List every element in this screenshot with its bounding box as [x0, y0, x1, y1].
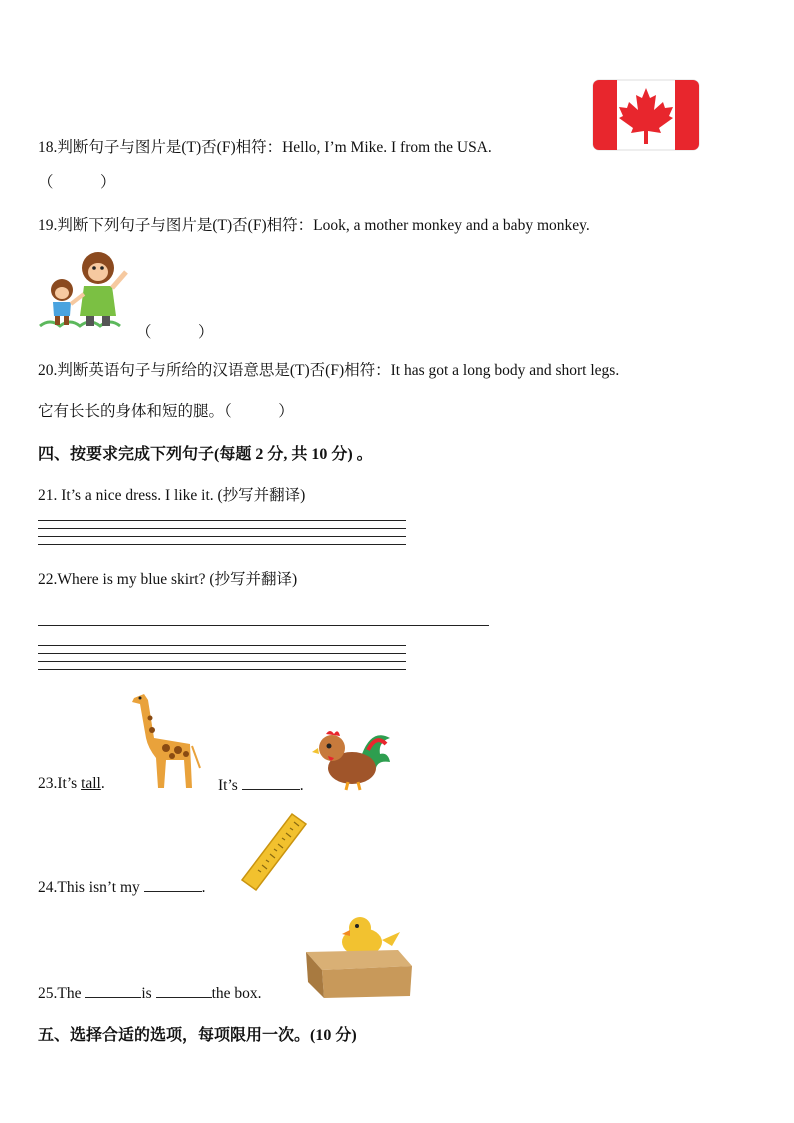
monkeys-image [40, 246, 132, 332]
q21-writing-line[interactable] [38, 536, 406, 537]
q20-answer-paren: （ ） [224, 403, 294, 420]
section5-title: 五、选择合适的选项，每项限用一次。(10 分) [38, 1027, 357, 1044]
q24-sentence [38, 877, 206, 897]
q24-end: . [201, 879, 206, 896]
q25-mid: is [141, 985, 152, 1002]
ruler-image [236, 810, 308, 894]
q25-blank-2[interactable] [156, 983, 212, 998]
q25-sentence [38, 983, 262, 1003]
q23-end: . [299, 777, 304, 794]
q20-cn-text: 它有长长的身体和短的腿。 [38, 403, 225, 420]
q25-end: the box. [211, 985, 262, 1002]
q22-writing-line[interactable] [38, 645, 406, 646]
q23-dot: . [100, 775, 105, 792]
section4-title: 四、按要求完成下列句子(每题 2 分, 共 10 分) 。 [38, 446, 373, 463]
q21-writing-line[interactable] [38, 544, 406, 545]
q24-blank[interactable] [144, 877, 202, 892]
q22-writing-line[interactable] [38, 661, 406, 662]
q21-writing-line[interactable] [38, 520, 406, 521]
q22-answer-line[interactable] [38, 625, 489, 626]
q22-text: 22.Where is my blue skirt? (抄写并翻译) [38, 571, 298, 588]
q23-sentence-1 [38, 775, 105, 793]
q18-answer-paren: （ ） [38, 174, 116, 191]
canada-flag-image [593, 80, 699, 150]
q18-text: 18.判断句子与图片是(T)否(F)相符：Hello, I’m Mike. I from the USA. [38, 139, 492, 156]
duck-in-box-image [302, 912, 414, 1000]
q24-prefix: 24.This isn’t my [38, 879, 140, 896]
q23-its: It’s [218, 777, 238, 794]
q19-text: 19.判断下列句子与图片是(T)否(F)相符：Look, a mother monkey and a baby monkey. [38, 217, 590, 234]
q20-text: 20.判断英语句子与所给的汉语意思是(T)否(F)相符：It has got a long body and short legs. [38, 362, 620, 379]
q25-prefix: 25.The [38, 985, 82, 1002]
q22-writing-line[interactable] [38, 669, 406, 670]
q21-text: 21. It’s a nice dress. I like it. (抄写并翻译) [38, 487, 306, 504]
q22-writing-line[interactable] [38, 653, 406, 654]
q19-answer-paren: （ ） [136, 324, 214, 341]
q23-prefix: 23.It’s [38, 775, 78, 792]
giraffe-image [126, 688, 206, 790]
rooster-image [312, 724, 392, 792]
q25-blank-1[interactable] [85, 983, 141, 998]
q23-blank[interactable] [242, 775, 300, 790]
q23-sentence-2 [218, 775, 304, 795]
q21-writing-line[interactable] [38, 528, 406, 529]
q20-chinese [38, 399, 294, 421]
q23-word: tall [81, 775, 101, 792]
